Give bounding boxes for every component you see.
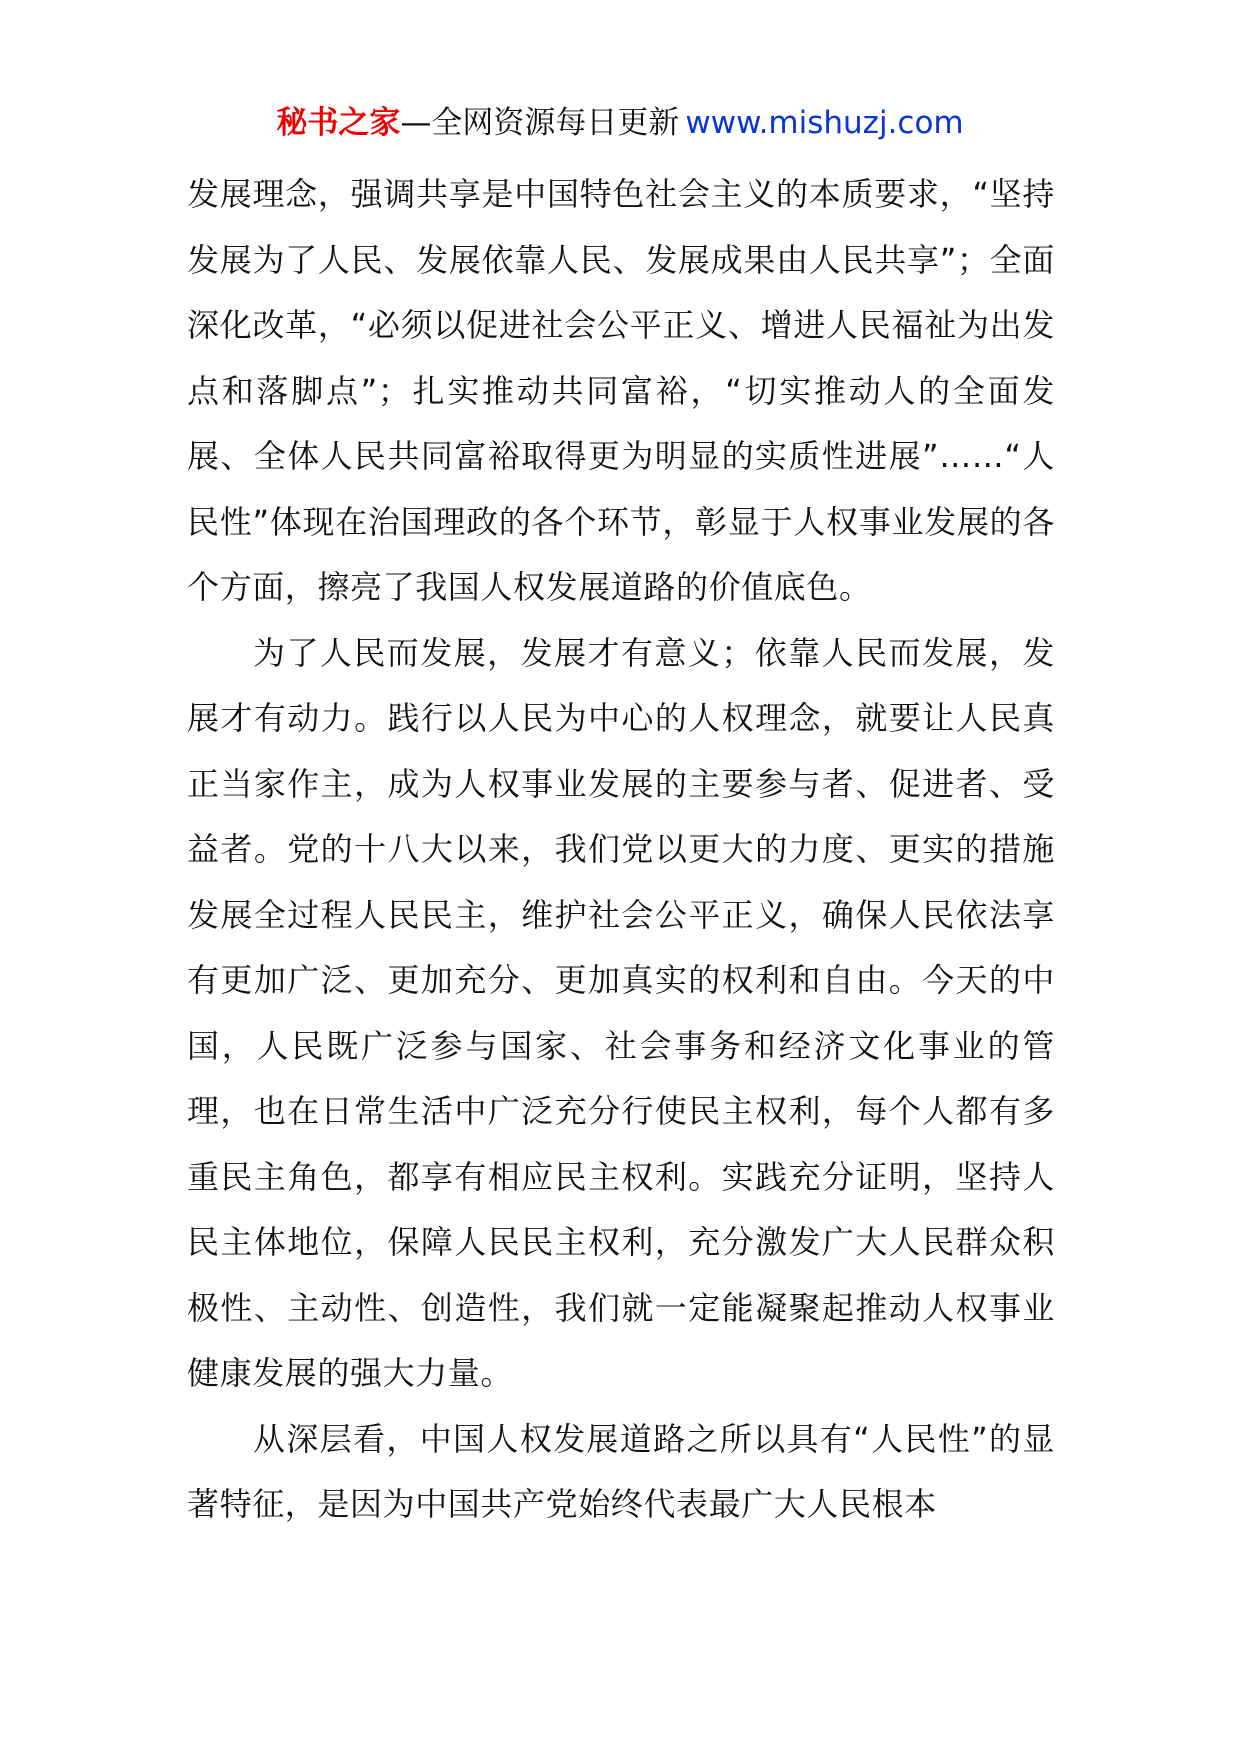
paragraph-3: 从深层看，中国人权发展道路之所以具有“人民性”的显著特征，是因为中国共产党始终代表最广大人民根本 (187, 1419, 1055, 1523)
paragraph-1: 发展理念，强调共享是中国特色社会主义的本质要求，“坚持发展为了人民、发展依靠人民、发展成果由人民共享”；全面深化改革，“必须以促进社会公平正义、增进人民福祉为出发点和落脚点”；扎实推动共同富裕，“切实推动人的全面发展、全体人民共同富裕取得更为明显的实质性进展”……“人民性”体现在治国理政的各个环节，彰显于人权事业发展的各个方面，擦亮了我国人权发展道路的价值底色。 (187, 175, 1055, 606)
site-brand: 秘书之家 (276, 105, 401, 141)
document-body (187, 162, 1055, 1538)
site-tagline: —全网资源每日更新 (400, 105, 680, 141)
site-url-link[interactable]: www.mishuzj.com (685, 105, 964, 141)
paragraph-2: 为了人民而发展，发展才有意义；依靠人民而发展，发展才有动力。践行以人民为中心的人权理念，就要让人民真正当家作主，成为人权事业发展的主要参与者、促进者、受益者。党的十八大以来，我们党以更大的力度、更实的措施发展全过程人民民主，维护社会公平正义，确保人民依法享有更加广泛、更加充分、更加真实的权利和自由。今天的中国，人民既广泛参与国家、社会事务和经济文化事业的管理，也在日常生活中广泛充分行使民主权利，每个人都有多重民主角色，都享有相应民主权利。实践充分证明，坚持人民主体地位，保障人民民主权利，充分激发广大人民群众积极性、主动性、创造性，我们就一定能凝聚起推动人权事业健康发展的强大力量。 (187, 633, 1055, 1392)
page-header (0, 98, 1240, 148)
